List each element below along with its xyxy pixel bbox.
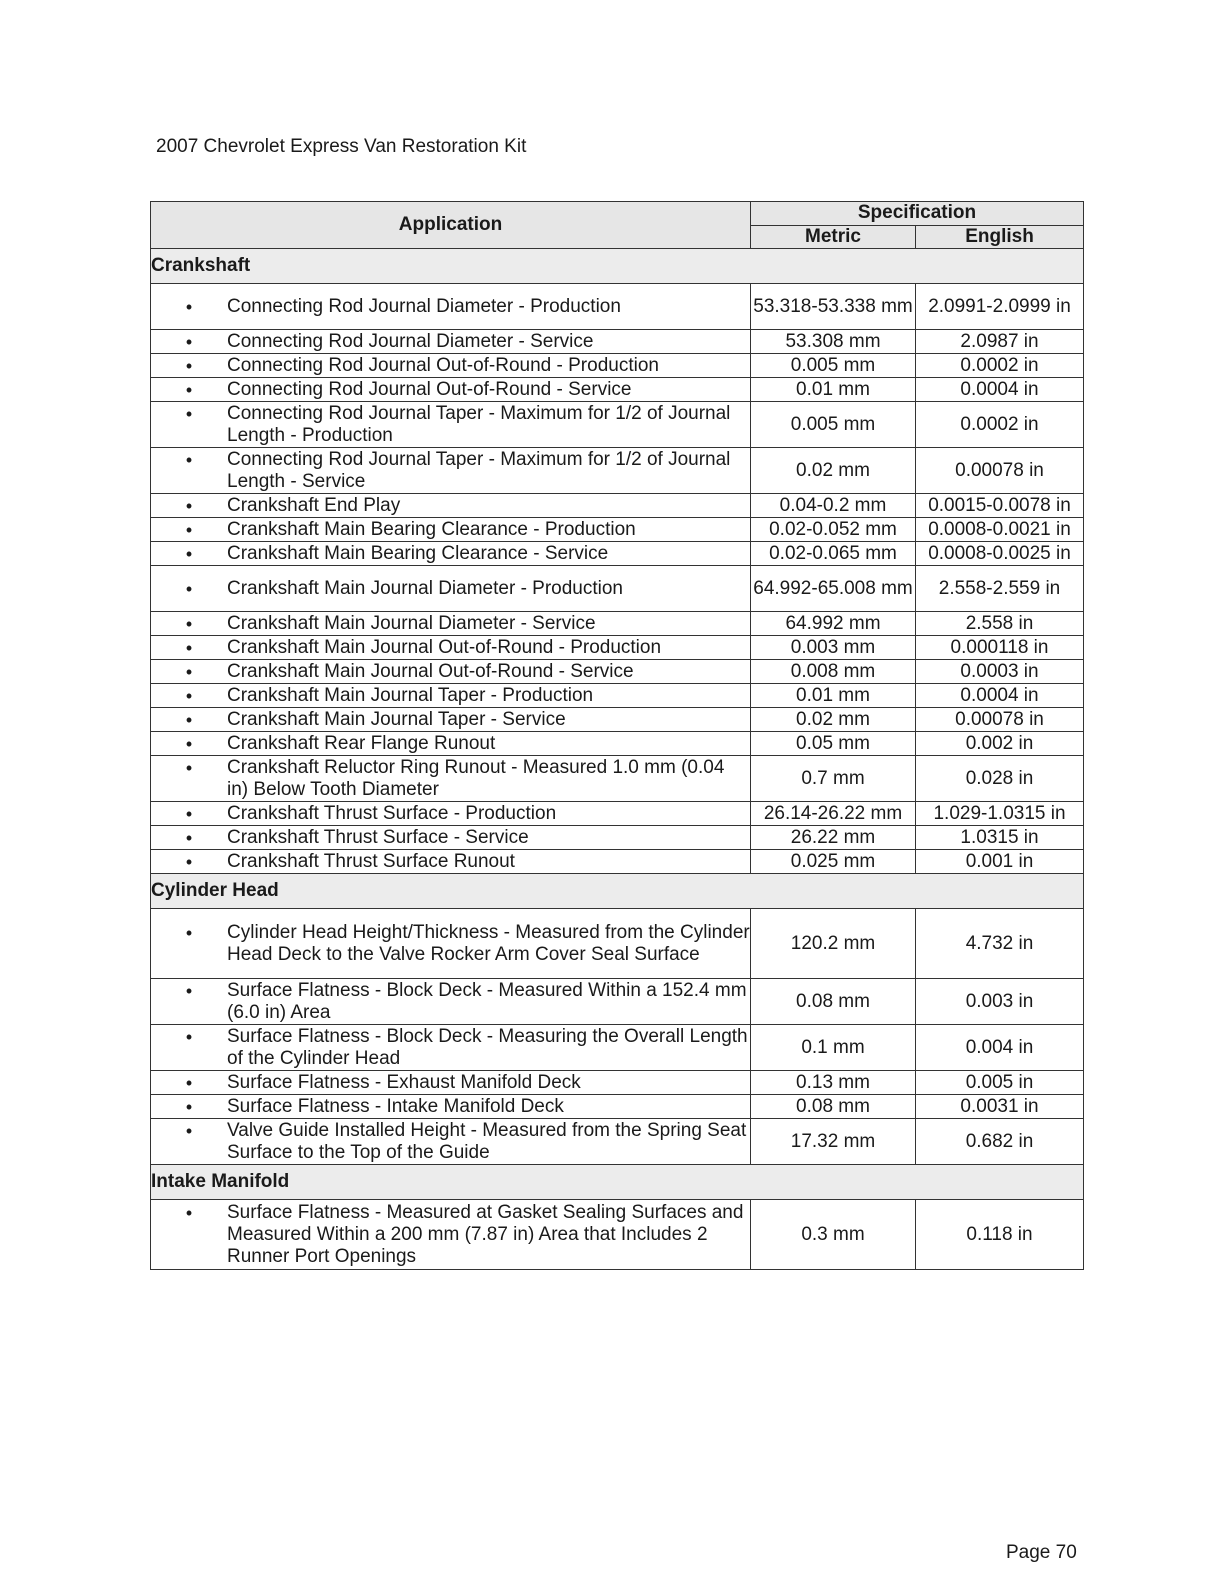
bullet-icon: •: [185, 543, 193, 564]
english-value: 0.000118 in: [916, 636, 1084, 660]
bullet-icon: •: [185, 733, 193, 754]
table-row: [151, 684, 1084, 708]
table-row: [151, 909, 1084, 979]
specification-table: [150, 201, 1084, 1270]
bullet-icon: •: [185, 331, 193, 352]
metric-value: 0.01 mm: [751, 684, 916, 708]
bullet-icon: •: [185, 803, 193, 824]
application-cell: [151, 330, 751, 354]
application-cell: [151, 1095, 751, 1119]
application-text: Connecting Rod Journal Diameter - Service: [227, 330, 594, 352]
english-value: 2.0991-2.0999 in: [916, 284, 1084, 330]
table-row: [151, 708, 1084, 732]
application-cell: [151, 732, 751, 756]
application-cell: [151, 708, 751, 732]
english-value: 0.0004 in: [916, 378, 1084, 402]
metric-value: 0.02 mm: [751, 448, 916, 494]
application-text: Connecting Rod Journal Taper - Maximum for 1/2 of Journal Length - Production: [227, 402, 731, 446]
metric-value: 0.1 mm: [751, 1025, 916, 1071]
header-metric: Metric: [751, 225, 916, 249]
metric-value: 53.318-53.338 mm: [751, 284, 916, 330]
application-text: Surface Flatness - Block Deck - Measured Within a 152.4 mm (6.0 in) Area: [227, 979, 747, 1023]
application-text: Crankshaft Rear Flange Runout: [227, 732, 496, 754]
metric-value: 0.008 mm: [751, 660, 916, 684]
application-text: Cylinder Head Height/Thickness - Measured from the Cylinder Head Deck to the Valve Rocker Arm Cover Seal Surface: [227, 921, 750, 965]
application-cell: [151, 402, 751, 448]
metric-value: 0.3 mm: [751, 1200, 916, 1270]
english-value: 4.732 in: [916, 909, 1084, 979]
metric-value: 0.01 mm: [751, 378, 916, 402]
application-text: Crankshaft Main Bearing Clearance - Service: [227, 542, 609, 564]
application-cell: [151, 542, 751, 566]
bullet-icon: •: [185, 637, 193, 658]
application-text: Crankshaft Thrust Surface Runout: [227, 850, 515, 872]
table-row: [151, 378, 1084, 402]
application-text: Surface Flatness - Exhaust Manifold Deck: [227, 1071, 581, 1093]
english-value: 0.0004 in: [916, 684, 1084, 708]
metric-value: 0.08 mm: [751, 979, 916, 1025]
application-cell: [151, 826, 751, 850]
english-value: 0.003 in: [916, 979, 1084, 1025]
english-value: 0.0015-0.0078 in: [916, 494, 1084, 518]
bullet-icon: •: [185, 709, 193, 730]
bullet-icon: •: [185, 519, 193, 540]
application-text: Crankshaft Main Journal Taper - Production: [227, 684, 594, 706]
table-row: [151, 826, 1084, 850]
metric-value: 26.22 mm: [751, 826, 916, 850]
application-text: Crankshaft Reluctor Ring Runout - Measured 1.0 mm (0.04 in) Below Tooth Diameter: [227, 756, 725, 800]
table-row: [151, 518, 1084, 542]
application-text: Crankshaft Main Journal Diameter - Service: [227, 612, 596, 634]
english-value: 0.0002 in: [916, 402, 1084, 448]
english-value: 0.00078 in: [916, 708, 1084, 732]
page-number: Page 70: [1006, 1542, 1077, 1563]
metric-value: 64.992-65.008 mm: [751, 566, 916, 612]
table-row: [151, 1071, 1084, 1095]
english-value: 0.118 in: [916, 1200, 1084, 1270]
english-value: 0.0002 in: [916, 354, 1084, 378]
application-text: Connecting Rod Journal Out-of-Round - Service: [227, 378, 632, 400]
bullet-icon: •: [185, 403, 193, 424]
metric-value: 53.308 mm: [751, 330, 916, 354]
english-value: 0.0003 in: [916, 660, 1084, 684]
bullet-icon: •: [185, 296, 193, 317]
bullet-icon: •: [185, 355, 193, 376]
application-cell: [151, 909, 751, 979]
application-cell: [151, 1025, 751, 1071]
table-row: [151, 494, 1084, 518]
table-row: [151, 448, 1084, 494]
header-specification: Specification: [751, 202, 1084, 226]
application-cell: [151, 284, 751, 330]
table-row: [151, 732, 1084, 756]
application-text: Crankshaft Main Bearing Clearance - Production: [227, 518, 636, 540]
metric-value: 0.003 mm: [751, 636, 916, 660]
section-header-row: [151, 249, 1084, 284]
application-cell: [151, 1200, 751, 1270]
table-body: [151, 249, 1084, 1270]
header-english: English: [916, 225, 1084, 249]
application-cell: [151, 636, 751, 660]
bullet-icon: •: [185, 922, 193, 943]
table-row: [151, 1119, 1084, 1165]
english-value: 0.00078 in: [916, 448, 1084, 494]
section-header-row: [151, 1165, 1084, 1200]
application-cell: [151, 448, 751, 494]
section-header-row: [151, 874, 1084, 909]
table-row: [151, 284, 1084, 330]
section-title: Crankshaft: [151, 249, 1084, 284]
table-row: [151, 566, 1084, 612]
application-text: Crankshaft Main Journal Out-of-Round - Production: [227, 636, 662, 658]
metric-value: 0.005 mm: [751, 354, 916, 378]
application-cell: [151, 1071, 751, 1095]
english-value: 0.005 in: [916, 1071, 1084, 1095]
metric-value: 0.04-0.2 mm: [751, 494, 916, 518]
application-cell: [151, 566, 751, 612]
bullet-icon: •: [185, 495, 193, 516]
application-text: Crankshaft Main Journal Out-of-Round - Service: [227, 660, 634, 682]
english-value: 0.0031 in: [916, 1095, 1084, 1119]
table-row: [151, 756, 1084, 802]
table-row: [151, 330, 1084, 354]
english-value: 0.002 in: [916, 732, 1084, 756]
application-cell: [151, 684, 751, 708]
table-row: [151, 354, 1084, 378]
english-value: 0.001 in: [916, 850, 1084, 874]
header-application: Application: [151, 202, 751, 249]
application-text: Connecting Rod Journal Out-of-Round - Production: [227, 354, 659, 376]
application-cell: [151, 494, 751, 518]
application-text: Crankshaft Main Journal Diameter - Production: [227, 577, 624, 599]
application-cell: [151, 979, 751, 1025]
bullet-icon: •: [185, 1096, 193, 1117]
application-text: Crankshaft End Play: [227, 494, 401, 516]
metric-value: 17.32 mm: [751, 1119, 916, 1165]
table-row: [151, 850, 1084, 874]
application-cell: [151, 518, 751, 542]
metric-value: 0.05 mm: [751, 732, 916, 756]
application-text: Valve Guide Installed Height - Measured from the Spring Seat Surface to the Top of the Guide: [227, 1119, 747, 1163]
metric-value: 0.08 mm: [751, 1095, 916, 1119]
table-row: [151, 402, 1084, 448]
bullet-icon: •: [185, 613, 193, 634]
application-text: Surface Flatness - Intake Manifold Deck: [227, 1095, 564, 1117]
application-cell: [151, 1119, 751, 1165]
metric-value: 0.005 mm: [751, 402, 916, 448]
table-row: [151, 1200, 1084, 1270]
application-text: Crankshaft Main Journal Taper - Service: [227, 708, 566, 730]
bullet-icon: •: [185, 1120, 193, 1141]
metric-value: 0.7 mm: [751, 756, 916, 802]
application-cell: [151, 660, 751, 684]
application-text: Connecting Rod Journal Taper - Maximum for 1/2 of Journal Length - Service: [227, 448, 731, 492]
application-cell: [151, 850, 751, 874]
bullet-icon: •: [185, 379, 193, 400]
bullet-icon: •: [185, 449, 193, 470]
application-text: Crankshaft Thrust Surface - Production: [227, 802, 557, 824]
metric-value: 0.02-0.065 mm: [751, 542, 916, 566]
table-row: [151, 612, 1084, 636]
table-row: [151, 1095, 1084, 1119]
table-row: [151, 979, 1084, 1025]
application-cell: [151, 378, 751, 402]
section-title: Cylinder Head: [151, 874, 1084, 909]
table-row: [151, 660, 1084, 684]
english-value: 0.682 in: [916, 1119, 1084, 1165]
metric-value: 0.13 mm: [751, 1071, 916, 1095]
english-value: 2.558-2.559 in: [916, 566, 1084, 612]
application-text: Crankshaft Thrust Surface - Service: [227, 826, 529, 848]
application-text: Connecting Rod Journal Diameter - Production: [227, 295, 621, 317]
application-cell: [151, 612, 751, 636]
section-title: Intake Manifold: [151, 1165, 1084, 1200]
application-cell: [151, 802, 751, 826]
table-row: [151, 802, 1084, 826]
bullet-icon: •: [185, 1026, 193, 1047]
english-value: 2.0987 in: [916, 330, 1084, 354]
application-cell: [151, 354, 751, 378]
metric-value: 0.02-0.052 mm: [751, 518, 916, 542]
bullet-icon: •: [185, 685, 193, 706]
metric-value: 0.025 mm: [751, 850, 916, 874]
bullet-icon: •: [185, 661, 193, 682]
bullet-icon: •: [185, 827, 193, 848]
bullet-icon: •: [185, 578, 193, 599]
document-title: 2007 Chevrolet Express Van Restoration Kit: [156, 136, 527, 157]
english-value: 0.004 in: [916, 1025, 1084, 1071]
english-value: 0.0008-0.0021 in: [916, 518, 1084, 542]
bullet-icon: •: [185, 980, 193, 1001]
table-row: [151, 636, 1084, 660]
metric-value: 26.14-26.22 mm: [751, 802, 916, 826]
metric-value: 64.992 mm: [751, 612, 916, 636]
english-value: 2.558 in: [916, 612, 1084, 636]
table-row: [151, 542, 1084, 566]
bullet-icon: •: [185, 1072, 193, 1093]
table-row: [151, 1025, 1084, 1071]
application-cell: [151, 756, 751, 802]
english-value: 0.0008-0.0025 in: [916, 542, 1084, 566]
english-value: 1.0315 in: [916, 826, 1084, 850]
bullet-icon: •: [185, 757, 193, 778]
bullet-icon: •: [185, 851, 193, 872]
application-text: Surface Flatness - Block Deck - Measuring the Overall Length of the Cylinder Head: [227, 1025, 748, 1069]
english-value: 1.029-1.0315 in: [916, 802, 1084, 826]
metric-value: 120.2 mm: [751, 909, 916, 979]
bullet-icon: •: [185, 1202, 193, 1223]
english-value: 0.028 in: [916, 756, 1084, 802]
application-text: Surface Flatness - Measured at Gasket Sealing Surfaces and Measured Within a 200 mm (7.87 in) Area that Includes 2 Runner Port Openings: [227, 1201, 744, 1267]
metric-value: 0.02 mm: [751, 708, 916, 732]
